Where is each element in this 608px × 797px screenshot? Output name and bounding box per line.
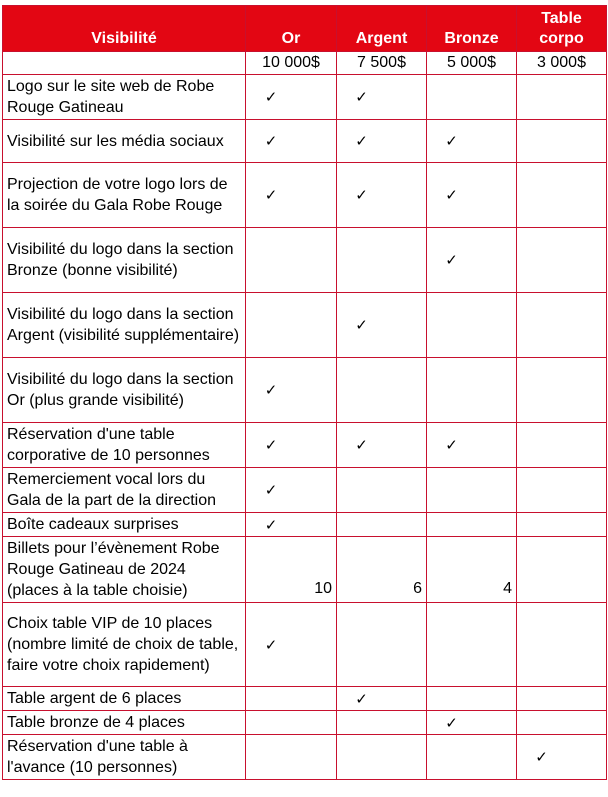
empty-cell <box>427 293 517 358</box>
table-row <box>3 687 607 711</box>
checkmark-icon: ✓ <box>445 186 458 204</box>
empty-cell <box>427 468 517 513</box>
table-row <box>3 711 607 735</box>
table-row <box>3 75 607 120</box>
price-empty <box>3 52 246 75</box>
empty-cell <box>517 468 607 513</box>
check-cell <box>337 163 427 228</box>
header-or: Or <box>246 6 337 52</box>
empty-cell <box>337 358 427 423</box>
checkmark-icon: ✓ <box>264 515 278 534</box>
checkmark-icon: ✓ <box>445 132 458 150</box>
checkmark-icon: ✓ <box>264 436 278 454</box>
empty-cell <box>517 163 607 228</box>
checkmark-icon: ✓ <box>445 713 458 732</box>
empty-cell <box>517 711 607 735</box>
check-cell <box>337 687 427 711</box>
check-cell <box>246 120 337 163</box>
empty-cell <box>427 75 517 120</box>
checkmark-icon: ✓ <box>445 251 458 269</box>
table-row <box>3 163 607 228</box>
header-row <box>3 6 607 52</box>
checkmark-icon: ✓ <box>355 689 368 708</box>
empty-cell <box>517 537 607 603</box>
checkmark-icon: ✓ <box>264 88 278 106</box>
empty-cell <box>337 603 427 687</box>
header-bronze: Bronze <box>427 6 517 52</box>
check-cell <box>427 423 517 468</box>
checkmark-icon: ✓ <box>355 132 368 150</box>
check-cell <box>246 75 337 120</box>
row-label: Table argent de 6 places <box>3 687 246 711</box>
table-body <box>3 75 607 780</box>
table-row <box>3 423 607 468</box>
check-cell <box>246 603 337 687</box>
checkmark-icon: ✓ <box>355 436 368 454</box>
checkmark-icon: ✓ <box>355 88 368 106</box>
table-row <box>3 120 607 163</box>
check-cell <box>246 468 337 513</box>
price-row <box>3 52 607 75</box>
check-cell <box>337 75 427 120</box>
table-row <box>3 293 607 358</box>
ticket-count: 6 <box>337 537 427 603</box>
empty-cell <box>246 293 337 358</box>
empty-cell <box>517 75 607 120</box>
table-row <box>3 603 607 687</box>
row-label: Projection de votre logo lors de la soirée du Gala Robe Rouge <box>3 163 246 228</box>
check-cell <box>246 423 337 468</box>
row-label: Visibilité du logo dans la section Argent (visibilité supplémentaire) <box>3 293 246 358</box>
empty-cell <box>517 358 607 423</box>
price-argent: 7 500$ <box>337 52 427 75</box>
price-or: 10 000$ <box>246 52 337 75</box>
row-label: Remerciement vocal lors du Gala de la part de la direction <box>3 468 246 513</box>
check-cell <box>337 120 427 163</box>
ticket-count: 4 <box>427 537 517 603</box>
table-row <box>3 513 607 537</box>
row-label: Table bronze de 4 places <box>3 711 246 735</box>
empty-cell <box>246 711 337 735</box>
check-cell <box>246 358 337 423</box>
row-label: Visibilité du logo dans la section Bronze (bonne visibilité) <box>3 228 246 293</box>
checkmark-icon: ✓ <box>355 186 368 204</box>
header-visibilite: Visibilité <box>3 6 246 52</box>
table-row <box>3 228 607 293</box>
table-row <box>3 537 607 603</box>
check-cell <box>246 513 337 537</box>
row-label: Boîte cadeaux surprises <box>3 513 246 537</box>
empty-cell <box>517 603 607 687</box>
checkmark-icon: ✓ <box>264 132 278 150</box>
row-label: Visibilité du logo dans la section Or (plus grande visibilité) <box>3 358 246 423</box>
empty-cell <box>337 735 427 780</box>
empty-cell <box>427 358 517 423</box>
empty-cell <box>337 468 427 513</box>
empty-cell <box>337 513 427 537</box>
row-label: Billets pour l’évènement Robe Rouge Gatineau de 2024 (places à la table choisie) <box>3 537 246 603</box>
empty-cell <box>246 687 337 711</box>
table-row <box>3 735 607 780</box>
empty-cell <box>517 687 607 711</box>
empty-cell <box>246 735 337 780</box>
check-cell <box>427 711 517 735</box>
check-cell <box>427 228 517 293</box>
empty-cell <box>337 228 427 293</box>
row-label: Visibilité sur les média sociaux <box>3 120 246 163</box>
check-cell <box>337 423 427 468</box>
empty-cell <box>427 735 517 780</box>
check-cell <box>246 163 337 228</box>
table-row <box>3 358 607 423</box>
check-cell <box>427 163 517 228</box>
empty-cell <box>517 228 607 293</box>
row-label: Logo sur le site web de Robe Rouge Gatineau <box>3 75 246 120</box>
empty-cell <box>427 513 517 537</box>
empty-cell <box>337 711 427 735</box>
empty-cell <box>427 687 517 711</box>
header-table-corpo: Table corpo <box>517 6 607 52</box>
price-bronze: 5 000$ <box>427 52 517 75</box>
row-label: Réservation d'une table à l'avance (10 personnes) <box>3 735 246 780</box>
checkmark-icon: ✓ <box>264 381 278 399</box>
sponsorship-table-container <box>2 5 607 780</box>
price-table-corpo: 3 000$ <box>517 52 607 75</box>
check-cell <box>337 293 427 358</box>
row-label: Réservation d'une table corporative de 10 personnes <box>3 423 246 468</box>
checkmark-icon: ✓ <box>264 481 278 499</box>
empty-cell <box>517 120 607 163</box>
empty-cell <box>517 293 607 358</box>
checkmark-icon: ✓ <box>535 748 548 766</box>
ticket-count: 10 <box>246 537 337 603</box>
sponsorship-table <box>2 5 607 780</box>
checkmark-icon: ✓ <box>355 316 368 334</box>
empty-cell <box>517 513 607 537</box>
checkmark-icon: ✓ <box>264 635 278 654</box>
checkmark-icon: ✓ <box>445 436 458 454</box>
check-cell <box>427 120 517 163</box>
table-row <box>3 468 607 513</box>
row-label: Choix table VIP de 10 places (nombre limité de choix de table, faire votre choix rapidement) <box>3 603 246 687</box>
empty-cell <box>517 423 607 468</box>
empty-cell <box>246 228 337 293</box>
header-argent: Argent <box>337 6 427 52</box>
checkmark-icon: ✓ <box>264 186 278 204</box>
check-cell <box>517 735 607 780</box>
empty-cell <box>427 603 517 687</box>
